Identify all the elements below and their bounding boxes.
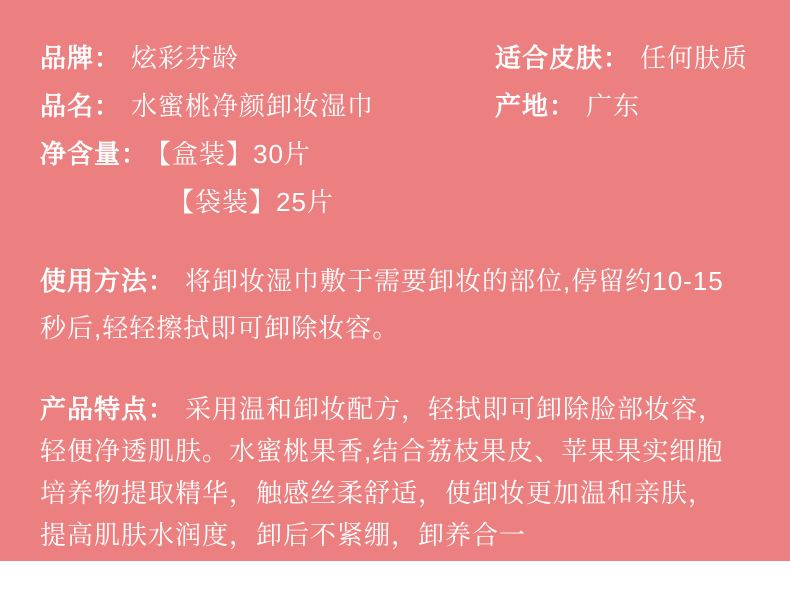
origin-value: 广东 (586, 91, 641, 121)
product-name-label: 品名： (40, 91, 122, 121)
features-label: 产品特点： (40, 394, 176, 424)
origin-cell (495, 82, 750, 130)
usage-text-line-2: 秒后,轻轻擦拭即可卸除妆容。 (40, 313, 400, 343)
skin-type-cell (495, 34, 750, 82)
product-info-section (40, 30, 750, 226)
usage-text-line-1: 将卸妆湿巾敷于需要卸妆的部位,停留约10-15 (185, 266, 724, 296)
usage-label: 使用方法： (40, 266, 176, 296)
brand-value: 炫彩芬龄 (131, 43, 240, 73)
net-content-bag-cell (40, 178, 623, 226)
features-section (40, 388, 750, 556)
usage-section (40, 258, 750, 352)
origin-label: 产地： (495, 91, 577, 121)
info-row-net-content-box (40, 130, 750, 178)
net-content-box-cell (40, 130, 495, 178)
bottom-white-strip (0, 561, 790, 589)
features-text-line-4: 提高肌肤水润度，卸后不紧绷，卸养合一 (40, 520, 527, 550)
product-name-value: 水蜜桃净颜卸妆湿巾 (131, 91, 375, 121)
features-text-line-1: 采用温和卸妆配方，轻拭即可卸除脸部妆容， (185, 394, 726, 424)
skin-type-value: 任何肤质 (640, 43, 749, 73)
features-text-line-2: 轻便净透肌肤。水蜜桃果香,结合荔枝果皮、苹果果实细胞 (40, 436, 724, 466)
brand-cell (40, 34, 495, 82)
brand-label: 品牌： (40, 43, 122, 73)
net-content-label: 净含量： (40, 139, 149, 169)
features-text-line-3: 培养物提取精华，触感丝柔舒适，使卸妆更加温和亲肤， (40, 478, 716, 508)
product-name-cell (40, 82, 495, 130)
skin-type-label: 适合皮肤： (495, 43, 631, 73)
features-line (40, 388, 750, 430)
info-row-brand-skin (40, 34, 750, 82)
info-row-net-content-bag (40, 178, 750, 226)
info-row-name-origin (40, 82, 750, 130)
usage-line (40, 258, 750, 305)
net-content-bag-value: 【袋装】25片 (168, 187, 334, 217)
net-content-box-value: 【盒装】30片 (158, 139, 311, 169)
